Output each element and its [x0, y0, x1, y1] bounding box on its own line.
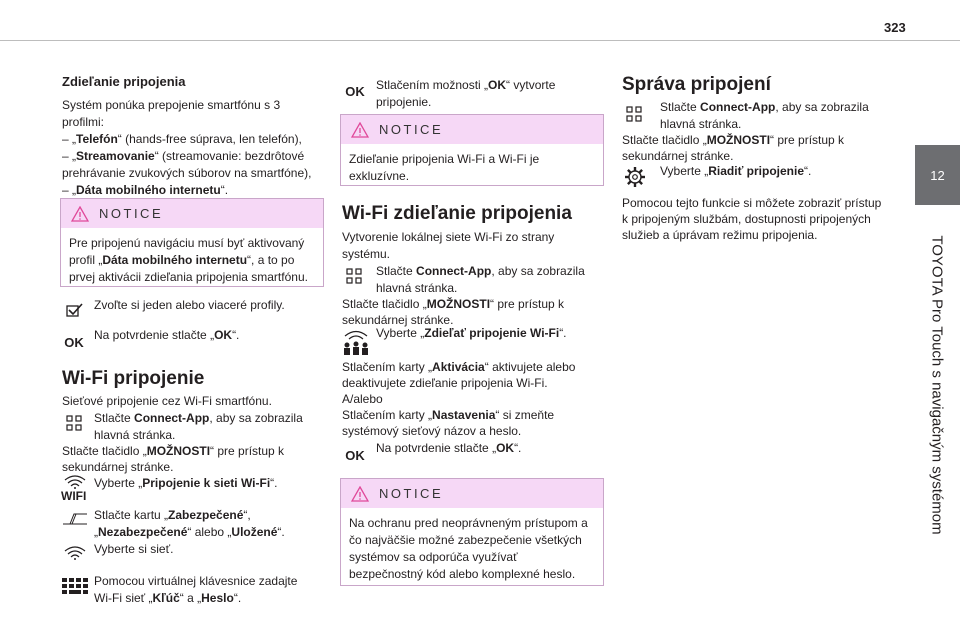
- step-text: Pomocou virtuálnej klávesnice zadajte: [94, 574, 298, 588]
- notice-box: [340, 114, 604, 186]
- warning-icon: [71, 206, 89, 222]
- paragraph: deaktivujete zdieľanie pripojenia Wi-Fi.: [342, 376, 548, 390]
- step-text: Wi-Fi sieť „Kľúč“ a „Heslo“.: [94, 591, 242, 605]
- wifi-label: WIFI: [61, 489, 87, 503]
- tab-rule: [915, 40, 960, 41]
- step-text: hlavná stránka.: [660, 117, 742, 131]
- notice-header: [61, 199, 323, 228]
- warning-icon: [351, 122, 369, 138]
- step-text: Stlačte Connect-App, aby sa zobrazila: [660, 100, 869, 114]
- hotspot-icon: [342, 330, 370, 356]
- paragraph: Stlačte tlačidlo „MOŽNOSTI“ pre prístup k: [622, 133, 845, 147]
- paragraph: systému.: [342, 247, 391, 261]
- ok-icon: OK: [64, 334, 84, 350]
- list-item: – „Streamovanie“ (streamovanie: bezdrôtové: [62, 149, 305, 163]
- checkbox-icon: [66, 302, 84, 318]
- ok-icon: OK: [345, 447, 365, 463]
- paragraph: Stlačte tlačidlo „MOŽNOSTI“ pre prístup k: [342, 297, 565, 311]
- header-rule: [0, 40, 915, 41]
- step-text: Vyberte „Zdieľať pripojenie Wi-Fi“.: [376, 326, 567, 340]
- step-text: Stlačením možnosti „OK“ vytvorte: [376, 78, 556, 92]
- paragraph: Stlačte tlačidlo „MOŽNOSTI“ pre prístup k: [62, 444, 285, 458]
- paragraph: Stlačením karty „Aktivácia“ aktivujete alebo: [342, 360, 576, 374]
- wifi-network-icon: [64, 546, 86, 560]
- notice-text: Pre pripojenú navigáciu musí byť aktivovaný profil „Dáta mobilného internetu“, a to po prvej aktivácii zdieľania pripojenia smartfónu.: [69, 236, 308, 284]
- notice-title: NOTICE: [379, 122, 444, 137]
- step-text: Na potvrdenie stlačte „OK“.: [376, 441, 522, 455]
- notice-box: [340, 478, 604, 586]
- notice-title: NOTICE: [99, 206, 164, 221]
- keyboard-icon: [62, 578, 88, 594]
- gear-icon: [624, 166, 646, 188]
- heading-wifi-sharing: Wi-Fi zdieľanie pripojenia: [342, 203, 572, 224]
- paragraph: k pripojeným službám, dostupnosti pripojených: [622, 212, 871, 226]
- paragraph: Sieťové pripojenie cez Wi-Fi smartfónu.: [62, 394, 272, 408]
- warning-icon: [351, 486, 369, 502]
- heading-connection-sharing: Zdieľanie pripojenia: [62, 74, 186, 89]
- step-text: hlavná stránka.: [94, 428, 176, 442]
- chapter-number[interactable]: 12: [915, 145, 960, 205]
- paragraph: sekundárnej stránke.: [62, 460, 174, 474]
- heading-connection-management: Správa pripojení: [622, 74, 771, 95]
- heading-wifi-connection: Wi-Fi pripojenie: [62, 368, 205, 389]
- wifi-icon: [64, 475, 86, 489]
- notice-header: [341, 479, 603, 508]
- paragraph: sekundárnej stránke.: [622, 149, 734, 163]
- list-item: – „Dáta mobilného internetu“.: [62, 183, 229, 197]
- list-item: – „Telefón“ (hands-free súprava, len telefón),: [62, 132, 302, 146]
- notice-title: NOTICE: [379, 486, 444, 501]
- chapter-title: TOYOTA Pro Touch s navigačným systémom: [928, 235, 946, 535]
- notice-text: Zdieľanie pripojenia Wi-Fi a Wi-Fi je exkluzívne.: [349, 152, 540, 183]
- step-text: „Nezabezpečené“ alebo „Uložené“.: [94, 525, 285, 539]
- paragraph: Pomocou tejto funkcie si môžete zobraziť prístup: [622, 196, 882, 210]
- paragraph: služieb a úprávam režimu pripojenia.: [622, 228, 818, 242]
- notice-text: Na ochranu pred neoprávneným prístupom a čo najväčšie možné zabezpečenie všetkých systémov sa odporúča využívať bezpečnostný kód alebo komplexné heslo.: [349, 516, 588, 581]
- step-text: Stlačte Connect-App, aby sa zobrazila: [376, 264, 585, 278]
- step-text: Stlačte Connect-App, aby sa zobrazila: [94, 411, 303, 425]
- paragraph: Stlačením karty „Nastavenia“ si zmeňte: [342, 408, 555, 422]
- apps-grid-icon: [66, 415, 82, 431]
- page-number: 323: [884, 20, 906, 35]
- notice-header: [341, 115, 603, 144]
- notice-box: [60, 198, 324, 287]
- paragraph: systémový sieťový názov a heslo.: [342, 424, 522, 438]
- step-text: hlavná stránka.: [376, 281, 458, 295]
- paragraph: Systém ponúka prepojenie smartfónu s 3: [62, 98, 281, 112]
- ok-icon: OK: [345, 83, 365, 99]
- paragraph: A/alebo: [342, 392, 383, 406]
- step-text: Vyberte „Pripojenie k sieti Wi-Fi“.: [94, 476, 278, 490]
- step-text: pripojenie.: [376, 95, 432, 109]
- step-text: Stlačte kartu „Zabezpečené“,: [94, 508, 251, 522]
- apps-grid-icon: [346, 268, 362, 284]
- paragraph: Vytvorenie lokálnej siete Wi-Fi zo strany: [342, 230, 555, 244]
- step-text: Vyberte „Riadiť pripojenie“.: [660, 164, 812, 178]
- tabs-icon: [62, 512, 88, 526]
- step-text: Na potvrdenie stlačte „OK“.: [94, 328, 240, 342]
- paragraph: profilmi:: [62, 115, 105, 129]
- paragraph: sekundárnej stránke.: [342, 313, 454, 327]
- paragraph: prehrávanie zvukových súborov na smartfóne),: [62, 166, 312, 180]
- apps-grid-icon: [626, 106, 642, 122]
- step-text: Vyberte si sieť.: [94, 542, 174, 556]
- step-text: Zvoľte si jeden alebo viaceré profily.: [94, 298, 285, 312]
